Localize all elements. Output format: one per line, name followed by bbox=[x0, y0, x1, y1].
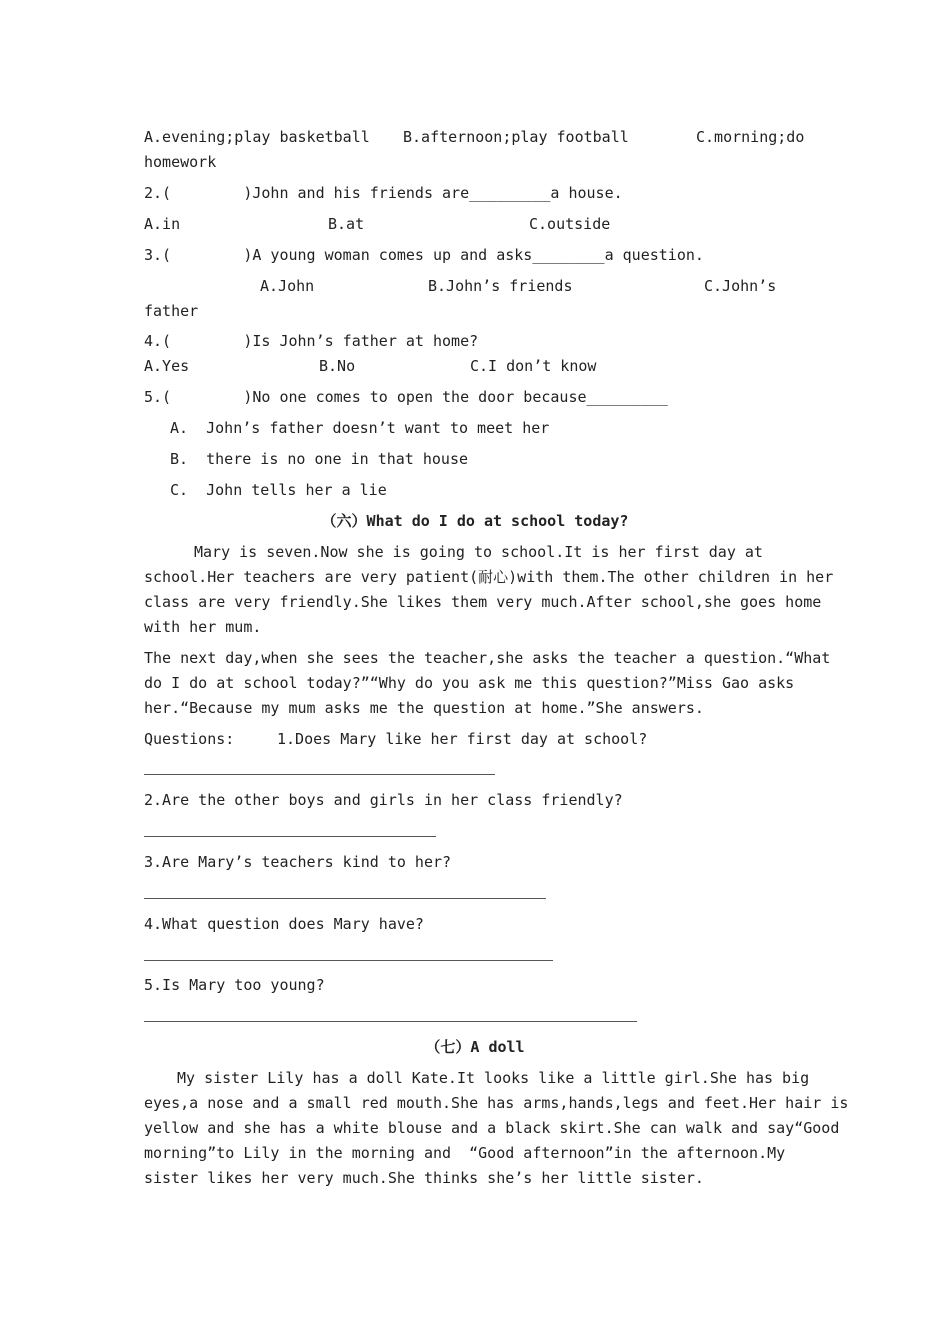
answer-line-2[interactable] bbox=[144, 836, 436, 837]
q2-option-b: B.at bbox=[328, 215, 365, 233]
q1-option-c: C.morning;do bbox=[696, 128, 805, 146]
q1-option-a: A.evening;play basketball bbox=[144, 128, 370, 146]
q3-option-a: A.John bbox=[260, 277, 315, 295]
question-3: 3.Are Mary’s teachers kind to her? bbox=[144, 853, 452, 871]
q5-option-a: A. John’s father doesn’t want to meet her bbox=[170, 419, 550, 437]
q3-option-c-continued: father bbox=[144, 302, 199, 320]
section7-para-line3: yellow and she has a white blouse and a black skirt.She can walk and say“Good bbox=[144, 1119, 840, 1137]
section6-para1-line3: class are very friendly.She likes them very much.After school,she goes home bbox=[144, 593, 822, 611]
questions-label: Questions: bbox=[144, 730, 235, 748]
section7-para-line1: My sister Lily has a doll Kate.It looks like a little girl.She has big bbox=[177, 1069, 810, 1087]
section6-para1-line1: Mary is seven.Now she is going to school.It is her first day at bbox=[194, 543, 763, 561]
question-2: 2.Are the other boys and girls in her class friendly? bbox=[144, 791, 623, 809]
q4-option-c: C.I don’t know bbox=[470, 357, 597, 375]
q1-option-b: B.afternoon;play football bbox=[403, 128, 629, 146]
section6-para1-line2: school.Her teachers are very patient(耐心)with them.The other children in her bbox=[144, 568, 834, 586]
section6-title: （六）What do I do at school today? bbox=[321, 512, 629, 530]
section7-para-line2: eyes,a nose and a small red mouth.She has arms,hands,legs and feet.Her hair is bbox=[144, 1094, 849, 1112]
section6-para2-line3: her.“Because my mum asks me the question at home.”She answers. bbox=[144, 699, 704, 717]
section6-para2-line1: The next day,when she sees the teacher,she asks the teacher a question.“What bbox=[144, 649, 831, 667]
q5-option-b: B. there is no one in that house bbox=[170, 450, 469, 468]
q4-stem: 4.( )Is John’s father at home? bbox=[144, 332, 479, 350]
q3-option-b: B.John’s friends bbox=[428, 277, 573, 295]
q2-stem: 2.( )John and his friends are_________a house. bbox=[144, 184, 623, 202]
q4-option-b: B.No bbox=[319, 357, 356, 375]
question-5: 5.Is Mary too young? bbox=[144, 976, 325, 994]
answer-line-4[interactable] bbox=[144, 960, 553, 961]
section7-para-line4: morning”to Lily in the morning and “Good afternoon”in the afternoon.My bbox=[144, 1144, 786, 1162]
section6-para2-line2: do I do at school today?”“Why do you ask me this question?”Miss Gao asks bbox=[144, 674, 795, 692]
q1-option-c-continued: homework bbox=[144, 153, 217, 171]
answer-line-3[interactable] bbox=[144, 898, 546, 899]
answer-line-5[interactable] bbox=[144, 1021, 637, 1022]
q4-option-a: A.Yes bbox=[144, 357, 190, 375]
q2-option-a: A.in bbox=[144, 215, 181, 233]
section7-title: （七）A doll bbox=[425, 1038, 525, 1056]
section7-para-line5: sister likes her very much.She thinks she’s her little sister. bbox=[144, 1169, 704, 1187]
q3-option-c: C.John’s bbox=[704, 277, 777, 295]
q3-stem: 3.( )A young woman comes up and asks________a question. bbox=[144, 246, 704, 264]
q5-stem: 5.( )No one comes to open the door because_________ bbox=[144, 388, 668, 406]
q5-option-c: C. John tells her a lie bbox=[170, 481, 387, 499]
section6-para1-line4: with her mum. bbox=[144, 618, 262, 636]
answer-line-1[interactable] bbox=[144, 774, 495, 775]
question-4: 4.What question does Mary have? bbox=[144, 915, 424, 933]
question-1: 1.Does Mary like her first day at school? bbox=[277, 730, 648, 748]
q2-option-c: C.outside bbox=[529, 215, 611, 233]
